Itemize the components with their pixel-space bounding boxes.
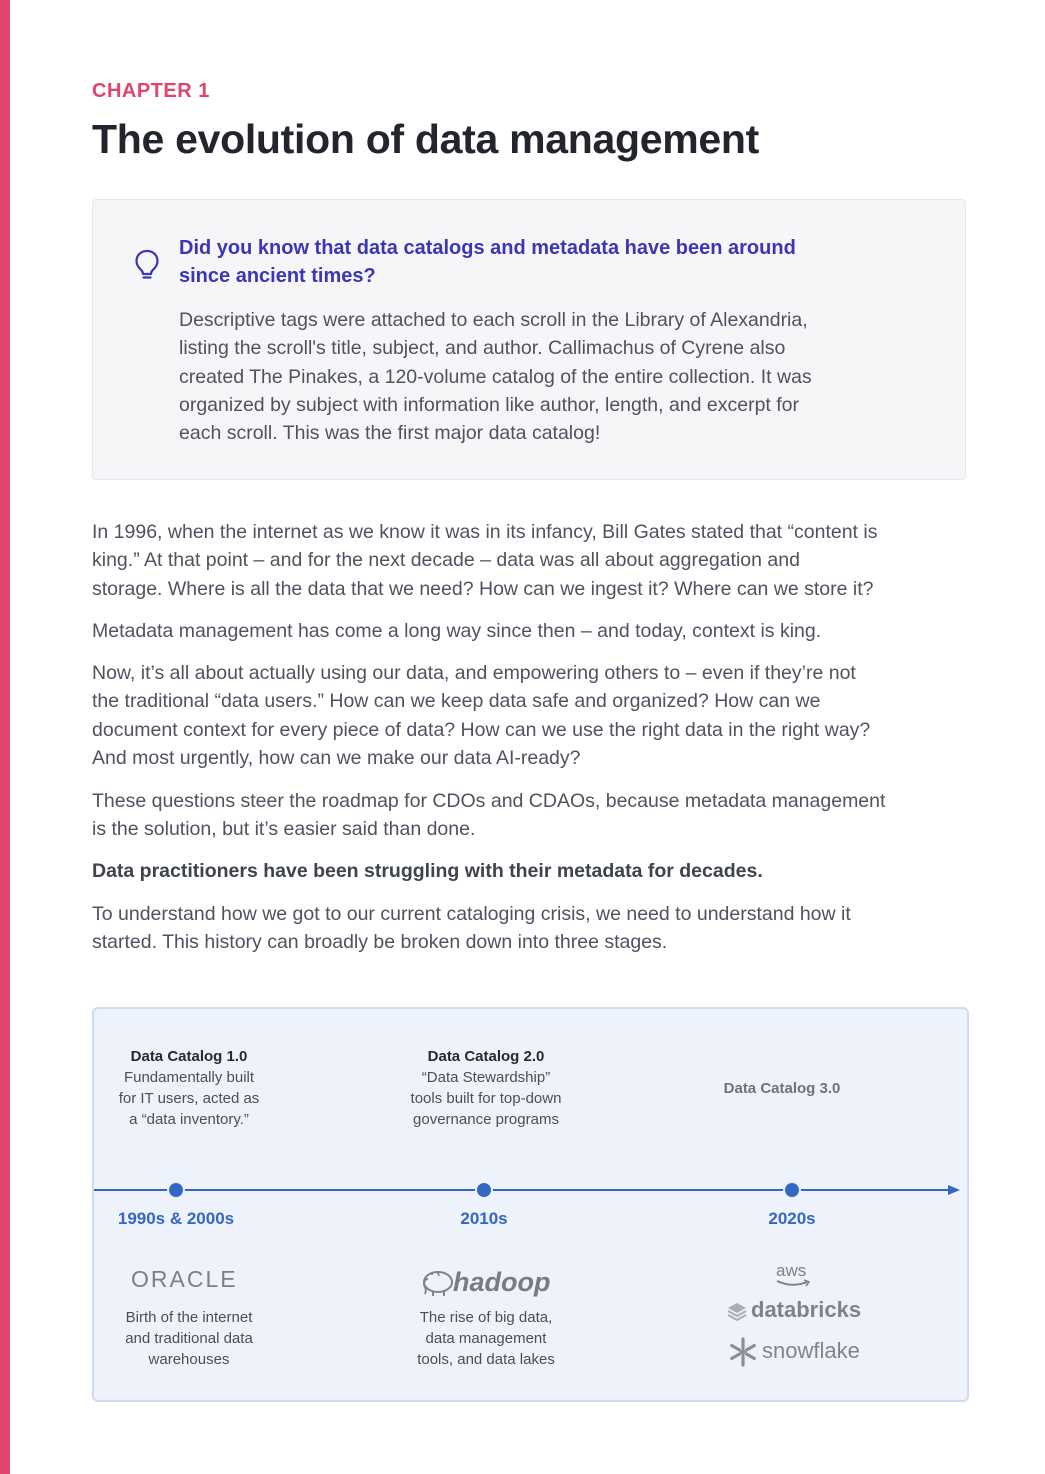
timeline-panel	[92, 1007, 969, 1402]
description-line: data management	[425, 1330, 547, 1347]
elephant-icon	[420, 1267, 454, 1299]
paragraph-line: storage. Where is all the data that we need? How can we ingest it? Where can we store it?	[92, 577, 874, 600]
paragraph-line: To understand how we got to our current cataloging crisis, we need to understand how it	[92, 903, 851, 925]
stage-subtitle-line: “Data Stewardship”	[421, 1069, 551, 1086]
paragraph-line: And most urgently, how can we make our data AI-ready?	[92, 746, 581, 769]
body-paragraph	[92, 787, 972, 844]
paragraph-line: Now, it’s all about actually using our data, and empowering others to – even if they’re not	[92, 662, 856, 684]
page-title: The evolution of data management	[92, 116, 759, 162]
fact-callout	[92, 199, 966, 480]
era-label: 1990s & 2000s	[117, 1209, 235, 1228]
stage-2-description	[386, 1307, 586, 1370]
lightbulb-icon	[133, 248, 161, 282]
paragraph-line: Metadata management has come a long way since then – and today, context is king.	[92, 620, 822, 642]
aws-logo	[772, 1261, 816, 1289]
stage-1-description	[94, 1307, 284, 1370]
timeline-marker-1	[168, 1182, 184, 1198]
stage-subtitle-line: tools built for top-down	[410, 1090, 562, 1107]
timeline-marker-2	[476, 1182, 492, 1198]
hadoop-logo	[420, 1267, 555, 1299]
stage-subtitle-line: governance programs	[413, 1111, 559, 1128]
callout-body-line: created The Pinakes, a 120-volume catalog of the entire collection. It was	[179, 365, 812, 388]
oracle-logo: ORACLE	[131, 1266, 238, 1292]
callout-body-line: organized by subject with information like author, length, and excerpt for	[179, 393, 800, 416]
callout-body	[179, 306, 899, 447]
databricks-icon	[726, 1301, 748, 1323]
description-line: The rise of big data,	[419, 1309, 553, 1326]
callout-body-line: Descriptive tags were attached to each scroll in the Library of Alexandria,	[179, 309, 808, 331]
stage-title: Data Catalog 2.0	[427, 1048, 545, 1065]
stage-subtitle-line: a “data inventory.”	[129, 1111, 249, 1128]
snowflake-icon	[728, 1337, 758, 1367]
era-label: 2010s	[460, 1209, 508, 1228]
paragraph-line: In 1996, when the internet as we know it was in its infancy, Bill Gates stated that “content is	[92, 521, 878, 543]
paragraph-line: These questions steer the roadmap for CDOs and CDAOs, because metadata management	[92, 790, 886, 812]
hadoop-wordmark: hadoop	[453, 1267, 551, 1297]
timeline-marker-3	[784, 1182, 800, 1198]
databricks-logo	[726, 1297, 866, 1325]
left-accent-bar	[0, 0, 10, 1474]
aws-smile-icon	[774, 1279, 814, 1289]
stage-title: Data Catalog 3.0	[723, 1080, 841, 1097]
chapter-label: CHAPTER 1	[92, 80, 210, 102]
aws-wordmark: aws	[776, 1261, 807, 1280]
paragraph-line: is the solution, but it’s easier said than done.	[92, 818, 476, 841]
description-line: tools, and data lakes	[417, 1351, 555, 1368]
stage-subtitle-line: Fundamentally built	[123, 1069, 255, 1086]
paragraph-line: started. This history can broadly be broken down into three stages.	[92, 931, 668, 954]
body-paragraph	[92, 900, 972, 957]
bold-statement	[92, 857, 972, 885]
paragraph-line: the traditional “data users.” How can we keep data safe and organized? How can we	[92, 690, 821, 713]
description-line: warehouses	[148, 1351, 230, 1368]
paragraph-line: document context for every piece of data? How can we use the right data in the right way?	[92, 718, 871, 741]
callout-question	[179, 234, 879, 290]
stage-title: Data Catalog 1.0	[130, 1048, 248, 1065]
callout-question-line: Did you know that data catalogs and metadata have been around	[179, 237, 796, 259]
body-paragraph	[92, 518, 972, 603]
stage-subtitle-line: for IT users, acted as	[118, 1090, 260, 1107]
description-line: Birth of the internet	[125, 1309, 253, 1326]
timeline-arrowhead	[948, 1185, 960, 1195]
snowflake-wordmark: snowflake	[762, 1338, 860, 1363]
paragraph-line: king.” At that point – and for the next decade – data was all about aggregation and	[92, 549, 800, 572]
databricks-wordmark: databricks	[751, 1297, 862, 1322]
paragraph-line: Data practitioners have been struggling with their metadata for decades.	[92, 860, 763, 882]
body-paragraph	[92, 617, 972, 645]
snowflake-logo	[728, 1336, 868, 1368]
callout-body-line: listing the scroll's title, subject, and author. Callimachus of Cyrene also	[179, 337, 786, 360]
callout-question-line: since ancient times?	[179, 265, 376, 287]
body-paragraph	[92, 659, 972, 772]
callout-body-line: each scroll. This was the first major data catalog!	[179, 422, 601, 445]
description-line: and traditional data	[125, 1330, 253, 1347]
era-label: 2020s	[768, 1209, 816, 1228]
